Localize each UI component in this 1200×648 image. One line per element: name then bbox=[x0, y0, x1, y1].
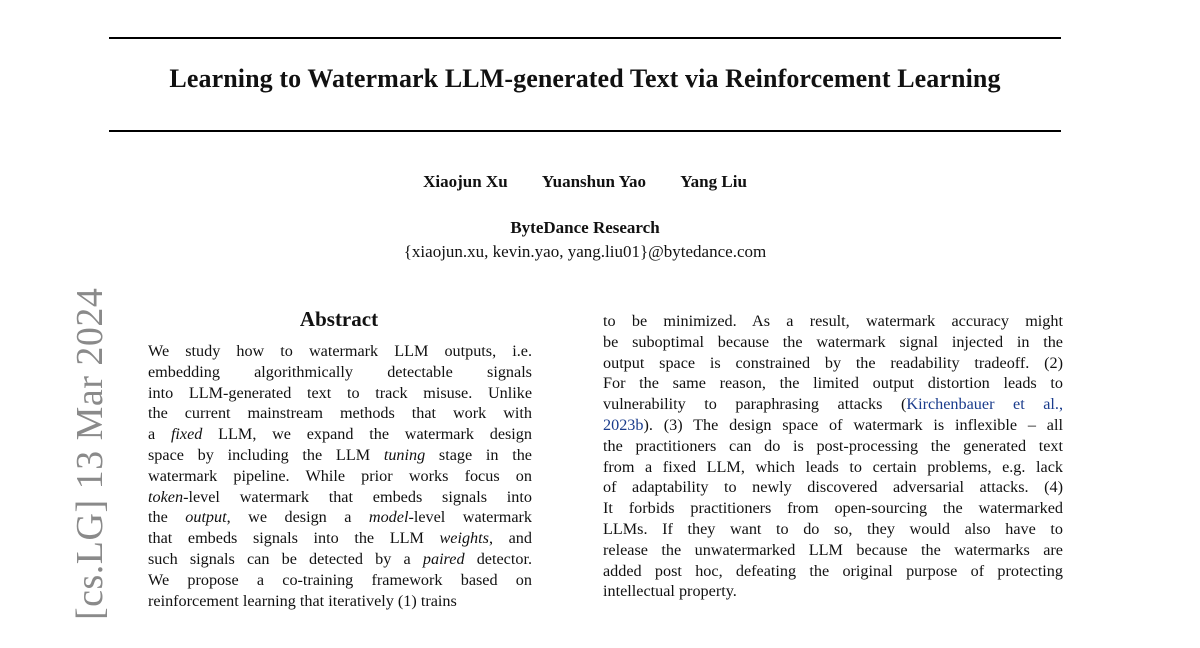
title-rule-top bbox=[109, 37, 1061, 39]
author-name: Yang Liu bbox=[680, 172, 747, 191]
abstract-line: token-level watermark that embeds signals into bbox=[148, 487, 532, 506]
abstract-heading: Abstract bbox=[299, 307, 379, 331]
author-name: Xiaojun Xu bbox=[423, 172, 508, 191]
abstract-line: LLMs. If they want to do so, they would also have to bbox=[603, 519, 1063, 538]
abstract-line: that embeds signals into the LLM weights, and bbox=[148, 529, 532, 548]
abstract-line: vulnerability to paraphrasing attacks (Kirchenbauer et al., bbox=[603, 395, 1063, 414]
abstract-line: space by including the LLM tuning stage in the bbox=[148, 445, 532, 464]
title-rule-bottom bbox=[109, 130, 1061, 132]
author-name: Yuanshun Yao bbox=[541, 172, 647, 191]
abstract-right-column bbox=[603, 311, 1063, 602]
abstract-line: We study how to watermark LLM outputs, i.e. bbox=[148, 342, 532, 360]
abstract-line: into LLM-generated text to track misuse. Unlike bbox=[148, 383, 532, 402]
citation-link[interactable]: Kirchenbauer et al., bbox=[906, 395, 1063, 414]
author-list bbox=[0, 172, 1170, 192]
abstract-line: of adaptability to newly discovered adversarial attacks. (4) bbox=[603, 478, 1063, 497]
abstract-line: the output, we design a model-level watermark bbox=[148, 508, 532, 527]
author-emails: {xiaojun.xu, kevin.yao, yang.liu01}@bytedance.com bbox=[403, 242, 767, 261]
abstract-line: We propose a co-training framework based on bbox=[148, 570, 532, 589]
abstract-line: a fixed LLM, we expand the watermark design bbox=[148, 425, 532, 444]
abstract-line: release the unwatermarked LLM because the watermarks are bbox=[603, 540, 1063, 559]
abstract-line: output space is constrained by the readability tradeoff. (2) bbox=[603, 353, 1063, 372]
affiliation: ByteDance Research bbox=[510, 218, 660, 237]
abstract-line: embedding algorithmically detectable signals bbox=[148, 362, 532, 381]
arxiv-side-stamp: [cs.LG] 13 Mar 2024 bbox=[69, 287, 111, 620]
abstract-line: added post hoc, defeating the original purpose of protecting bbox=[603, 561, 1063, 580]
abstract-line: watermark pipeline. While prior works focus on bbox=[148, 466, 532, 485]
abstract-line: the current mainstream methods that work with bbox=[148, 404, 532, 423]
abstract-line: 2023b). (3) The design space of watermark is inflexible – all bbox=[603, 415, 1063, 434]
abstract-line: reinforcement learning that iteratively (1) trains bbox=[148, 591, 457, 610]
abstract-line: It forbids practitioners from open-sourcing the watermarked bbox=[603, 499, 1063, 518]
citation-link[interactable]: 2023b bbox=[603, 415, 644, 434]
abstract-line: to be minimized. As a result, watermark accuracy might bbox=[603, 312, 1063, 330]
abstract-line: the practitioners can do is post-processing the generated text bbox=[603, 436, 1063, 455]
abstract-line: be suboptimal because the watermark signal injected in the bbox=[603, 332, 1063, 351]
abstract-line: such signals can be detected by a paired detector. bbox=[148, 549, 532, 568]
abstract-line: For the same reason, the limited output distortion leads to bbox=[603, 374, 1063, 393]
abstract-line: from a fixed LLM, which leads to certain problems, e.g. lack bbox=[603, 457, 1063, 476]
abstract-left-column bbox=[148, 341, 532, 611]
abstract-line: intellectual property. bbox=[603, 582, 737, 601]
paper-title: Learning to Watermark LLM-generated Text via Reinforcement Learning bbox=[169, 64, 1001, 93]
